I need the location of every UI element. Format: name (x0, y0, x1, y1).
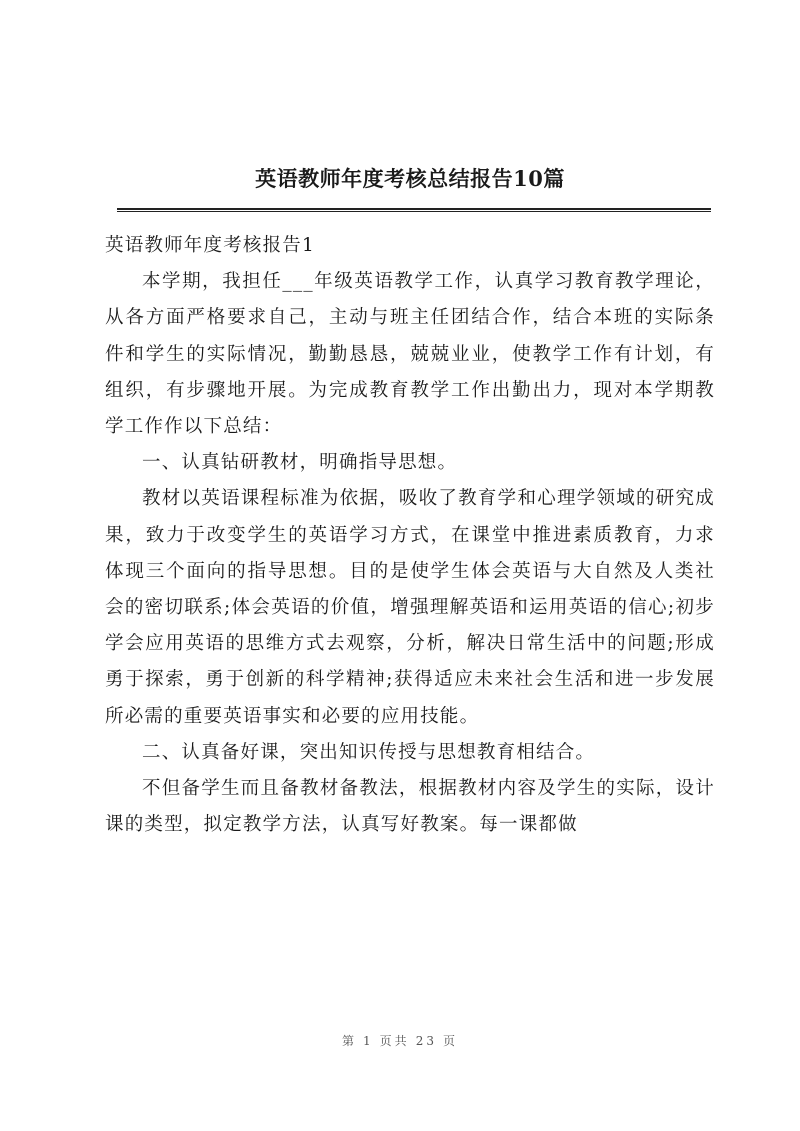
section-heading-1: 一、认真钻研教材，明确指导思想。 (142, 452, 458, 474)
document-body (105, 228, 715, 843)
page-footer (0, 1032, 800, 1049)
section-subheading: 英语教师年度考核报告1 (105, 235, 315, 256)
footer-suffix: 页 (442, 1034, 458, 1048)
section-heading-2: 二、认真备好课，突出知识传授与思想教育相结合。 (142, 741, 596, 763)
document-title: 英语教师年度考核总结报告10篇 (255, 166, 565, 191)
footer-page-number: 1 (363, 1034, 374, 1048)
paragraph-textbook: 教材以英语课程标准为依据，吸收了教育学和心理学领域的研究成果，致力于改变学生的英语学习方式，在课堂中推进素质教育，力求体现三个面向的指导思想。目的是使学生体会英语与大自然及人类社会的密切联系;体会英语的价值，增强理解英语和运用英语的信心;初步学会应用英语的思维方式去观察，分析，解决日常生活中的问题;形成勇于探索，勇于创新的科学精神;获得适应未来社会生活和进一步发展所必需的重要英语事实和必要的应用技能。 (105, 488, 715, 727)
paragraph-lesson-prep: 不但备学生而且备教材备教法，根据教材内容及学生的实际，设计课的类型，拟定教学方法，认真写好教案。每一课都做 (105, 778, 715, 836)
footer-total-pages: 23 (415, 1034, 437, 1048)
title-divider (117, 208, 711, 212)
footer-middle: 页共 (379, 1034, 410, 1048)
footer-prefix: 第 (342, 1034, 358, 1048)
paragraph-intro: 本学期，我担任___年级英语教学工作，认真学习教育教学理论，从各方面严格要求自己，主动与班主任团结合作，结合本班的实际条件和学生的实际情况，勤勤恳恳，兢兢业业，使教学工作有计划，有组织，有步骤地开展。为完成教育教学工作出勤出力，现对本学期教学工作作以下总结： (105, 271, 715, 438)
